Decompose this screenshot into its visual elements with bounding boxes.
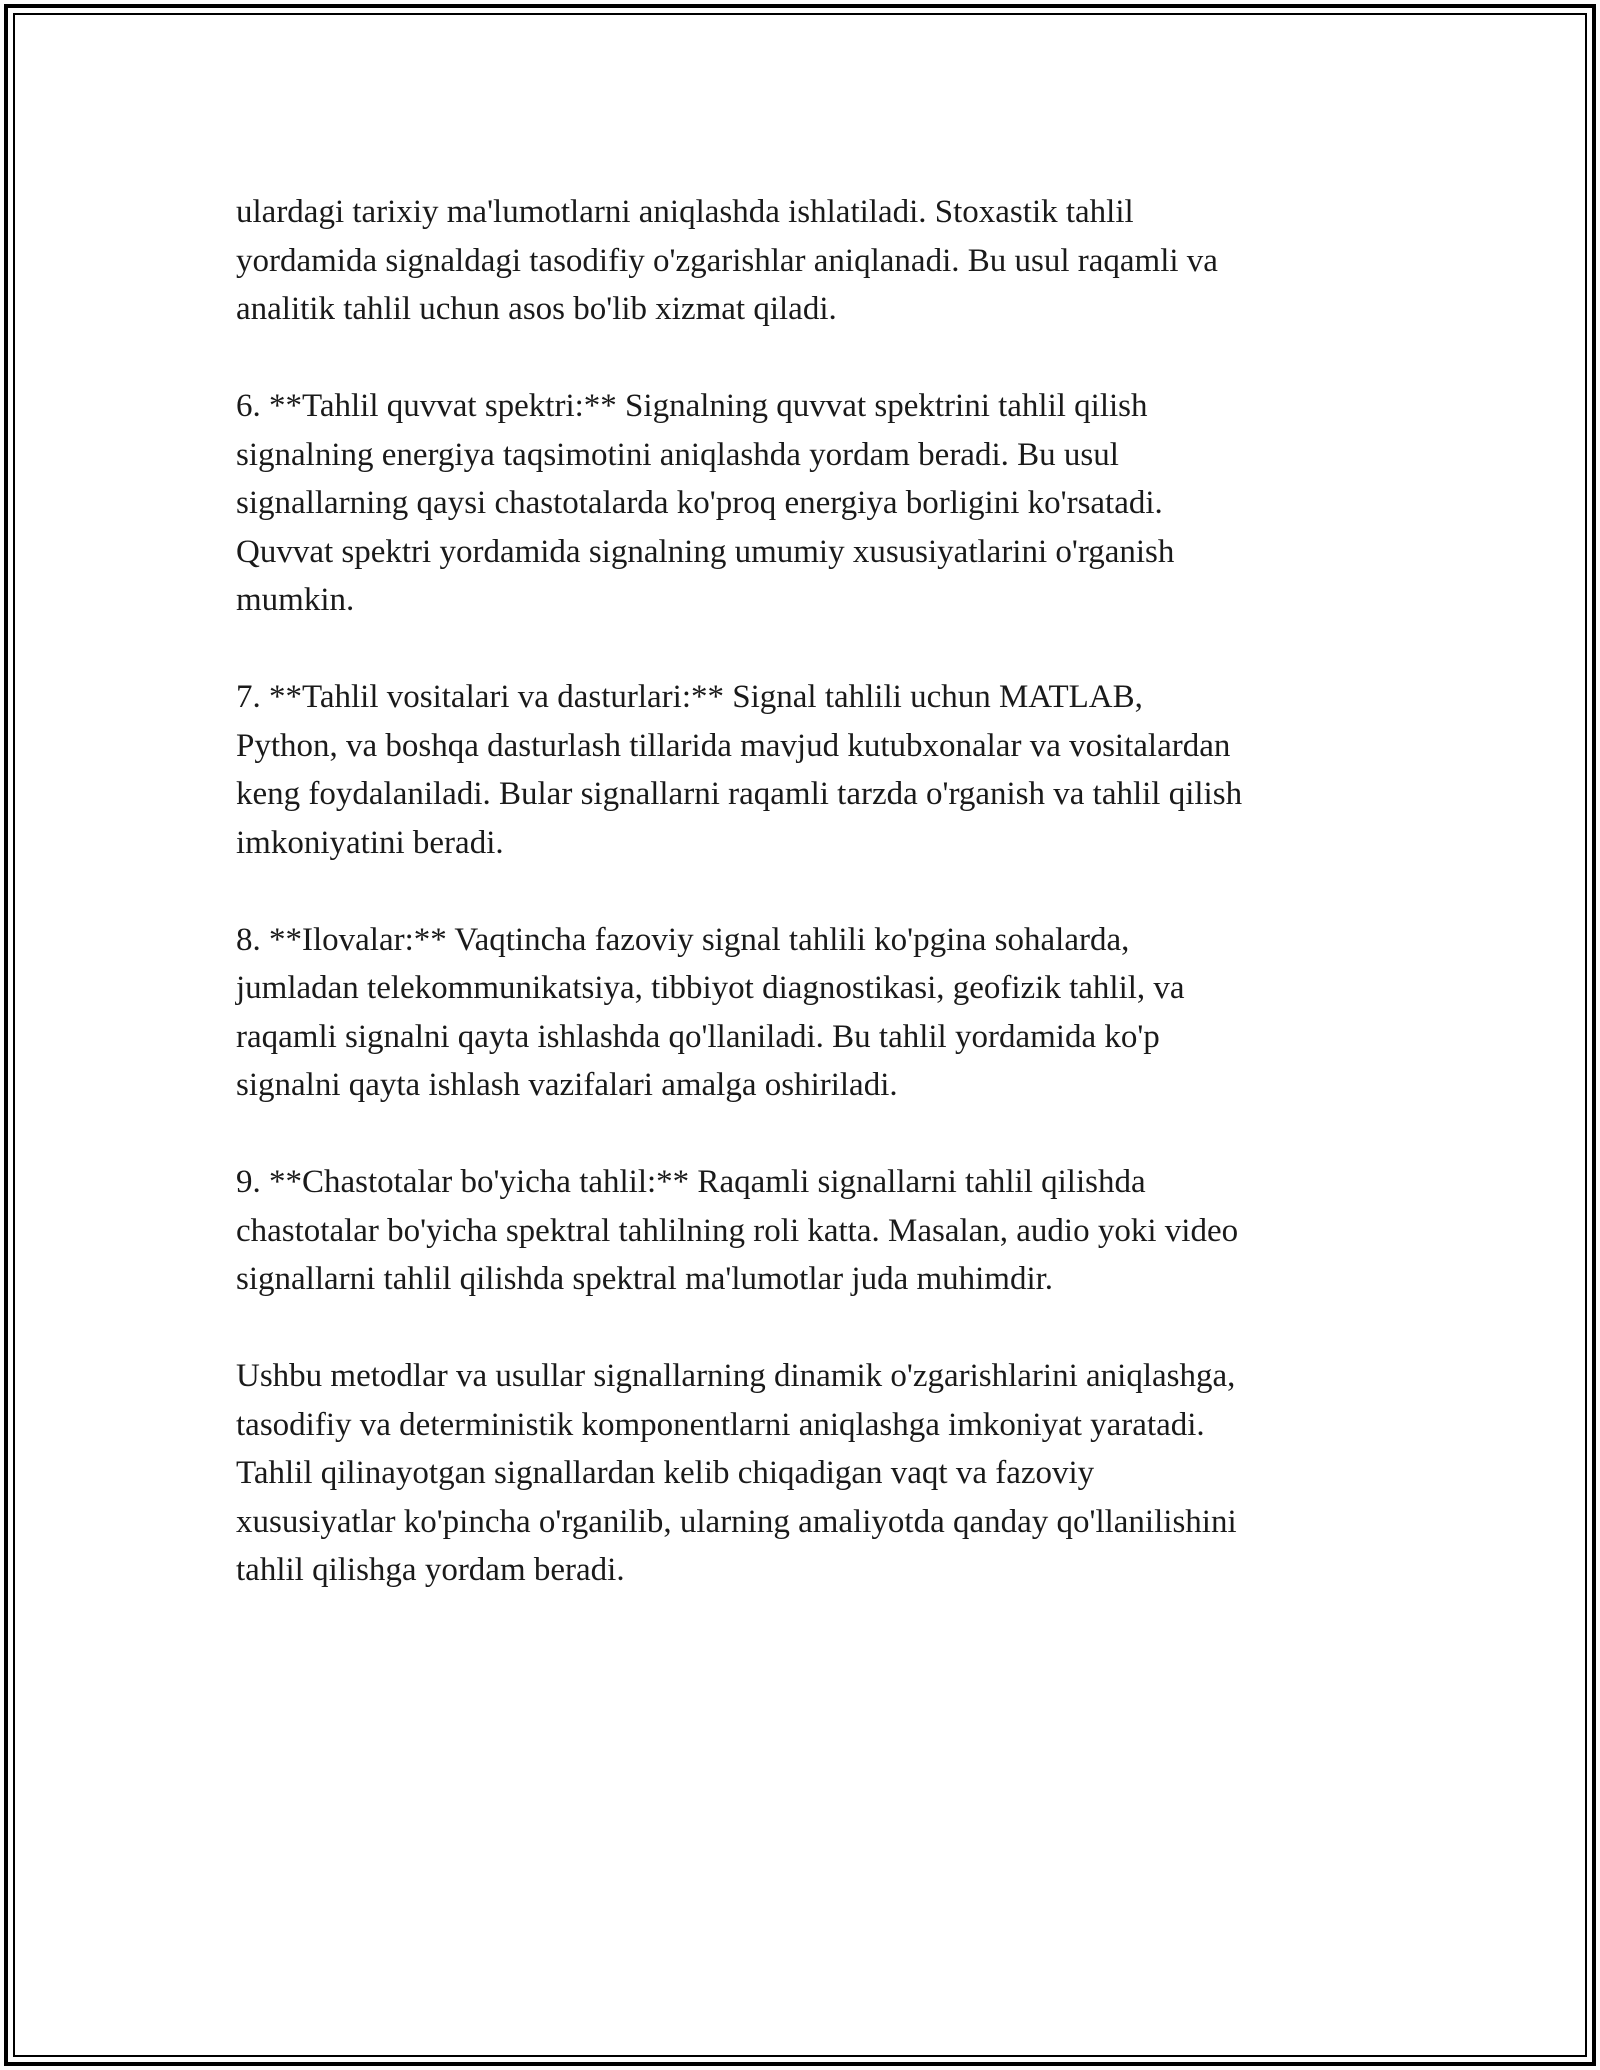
paragraph-stochastic-analysis: ulardagi tarixiy ma'lumotlarni aniqlashda ishlatiladi. Stoxastik tahlil yordamida signaldagi tasodifiy o'zgarishlar aniqlanadi. Bu usul raqamli va analitik tahlil uchun asos bo'lib xizmat qiladi. [236, 194, 1218, 327]
paragraph-analysis-tools: 7. **Tahlil vositalari va dasturlari:** Signal tahlili uchun MATLAB, Python, va boshqa dasturlash tillarida mavjud kutubxonalar va vositalardan keng foydalaniladi. Bular signallarni raqamli tarzda o'rganish va tahlil qilish imkoniyatini beradi. [236, 679, 1243, 861]
paragraph-power-spectrum: 6. **Tahlil quvvat spektri:** Signalning quvvat spektrini tahlil qilish signalning energiya taqsimotini aniqlashda yordam beradi. Bu usul signallarning qaysi chastotalarda ko'proq energiya borligini ko'rsatadi. Quvvat spektri yordamida signalning umumiy xususiyatlarini o'rganish mumkin. [236, 388, 1175, 618]
paragraph-conclusion: Ushbu metodlar va usullar signallarning dinamik o'zgarishlarini aniqlashga, tasodifiy va deterministik komponentlarni aniqlashga imkoniyat yaratadi. Tahlil qilinayotgan signallardan kelib chiqadigan vaqt va fazoviy xususiyatlar ko'pincha o'rganilib, ularning amaliyotda qanday qo'llanilishini tahlil qilishga yordam beradi. [236, 1358, 1237, 1588]
paragraph-applications: 8. **Ilovalar:** Vaqtincha fazoviy signal tahlili ko'pgina sohalarda, jumladan telekommunikatsiya, tibbiyot diagnostikasi, geofizik tahlil, va raqamli signalni qayta ishlashda qo'llaniladi. Bu tahlil yordamida ko'p signalni qayta ishlash vazifalari amalga oshiriladi. [236, 921, 1185, 1103]
paragraph-frequency-analysis: 9. **Chastotalar bo'yicha tahlil:** Raqamli signallarni tahlil qilishda chastotalar bo'yicha spektral tahlilning roli katta. Masalan, audio yoki video signallarni tahlil qilishda spektral ma'lumotlar juda muhimdir. [236, 1164, 1239, 1297]
document-body [236, 188, 1366, 1643]
